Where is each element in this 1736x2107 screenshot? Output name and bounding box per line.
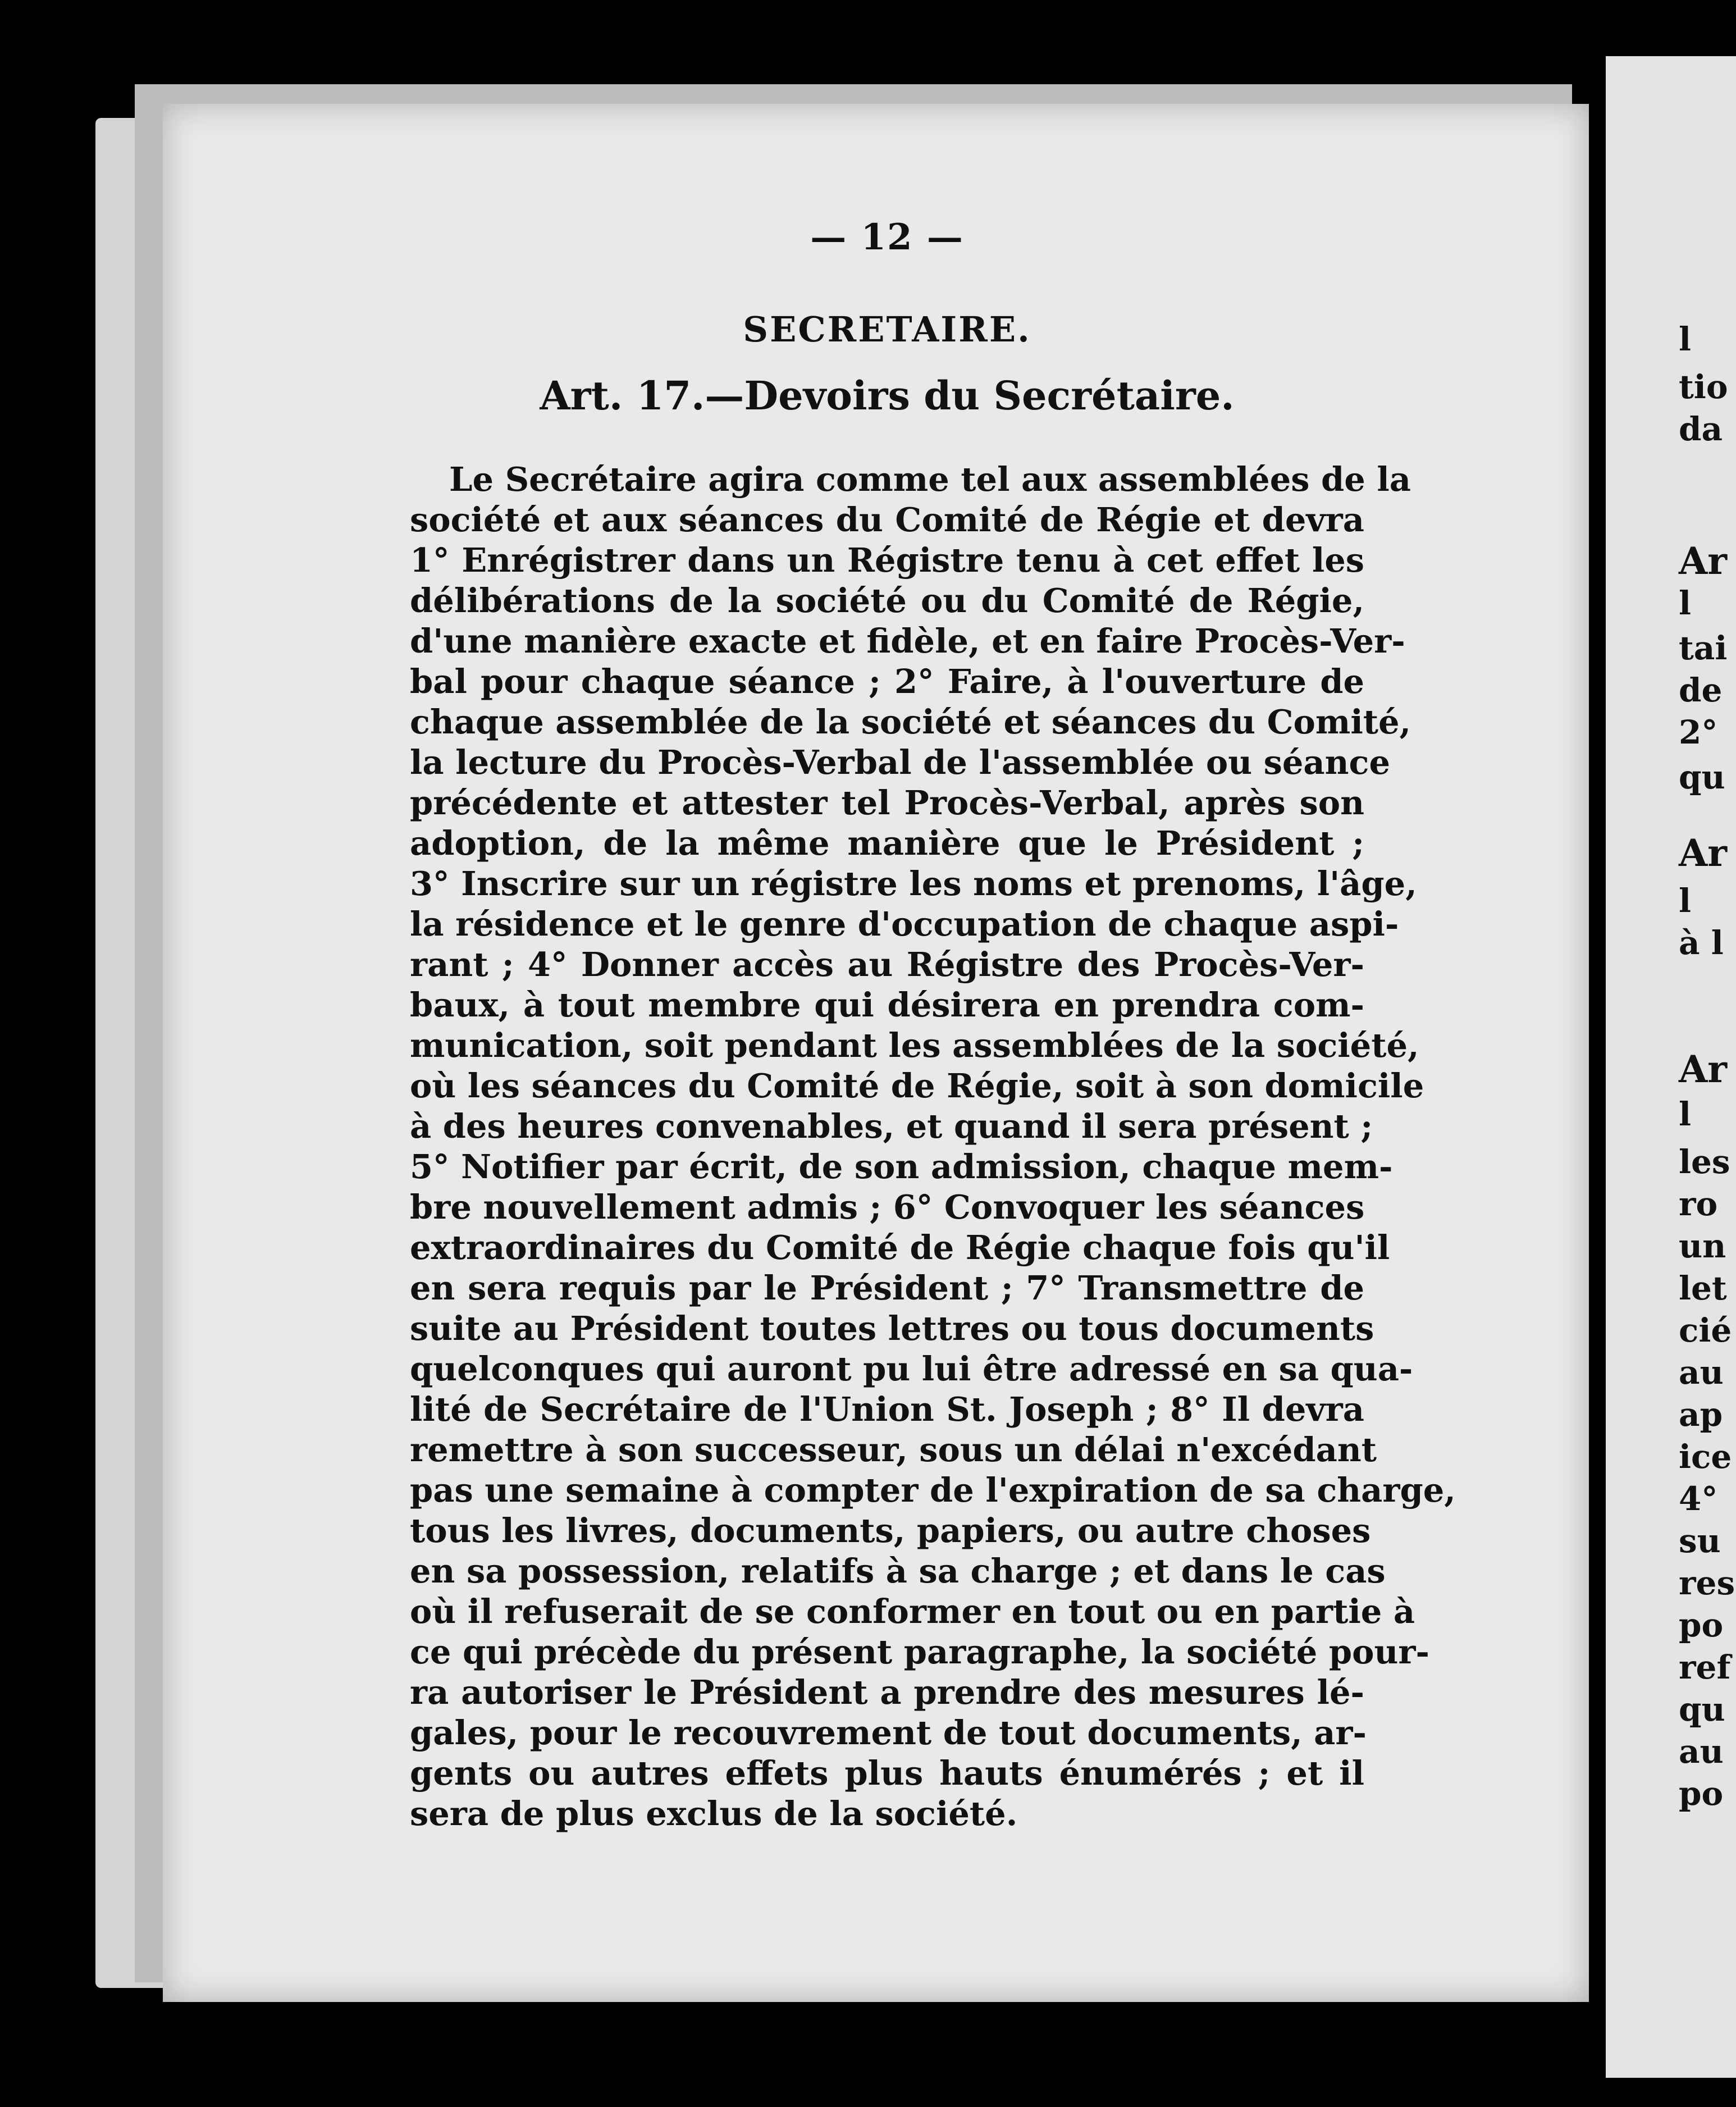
body-line: suite au Président toutes lettres ou tous documents xyxy=(410,1309,1374,1348)
body-line: chaque assemblée de la société et séances du Comité, xyxy=(410,703,1411,741)
facing-page-text: ap xyxy=(1679,1395,1723,1434)
body-line: à des heures convenables, et quand il sera présent ; xyxy=(410,1107,1373,1146)
facing-page-text: l xyxy=(1679,882,1692,920)
facing-page-text: po xyxy=(1679,1606,1724,1644)
facing-page-text: qu xyxy=(1679,758,1725,796)
facing-page-text: un xyxy=(1679,1227,1726,1265)
body-line: ce qui précède du présent paragraphe, la société pour- xyxy=(410,1632,1429,1671)
facing-page-text: les xyxy=(1679,1143,1730,1181)
facing-page-text: au xyxy=(1679,1732,1724,1771)
facing-page-text: Ar xyxy=(1679,1047,1727,1091)
facing-page-text: l xyxy=(1679,320,1692,358)
article-body xyxy=(410,459,1456,1834)
body-line: quelconques qui auront pu lui être adressé en sa qua- xyxy=(410,1349,1413,1388)
body-line: gales, pour le recouvrement de tout documents, ar- xyxy=(410,1713,1367,1752)
body-line: remettre à son successeur, sous un délai n'excédant xyxy=(410,1430,1377,1469)
facing-page-text: qu xyxy=(1679,1690,1725,1729)
body-line: lité de Secrétaire de l'Union St. Joseph ; 8° Il devra xyxy=(410,1390,1364,1429)
body-line: rant ; 4° Donner accès au Régistre des Procès-Ver- xyxy=(410,945,1364,984)
body-line: où les séances du Comité de Régie, soit à son domicile xyxy=(410,1066,1424,1105)
body-line: en sa possession, relatifs à sa charge ; et dans le cas xyxy=(410,1552,1386,1590)
body-line: précédente et attester tel Procès-Verbal, après son xyxy=(410,783,1364,822)
facing-page-text: Ar xyxy=(1679,831,1727,875)
facing-page-text: ro xyxy=(1679,1185,1718,1223)
body-line: délibérations de la société ou du Comité de Régie, xyxy=(410,581,1364,620)
body-line: tous les livres, documents, papiers, ou autre choses xyxy=(410,1511,1371,1550)
facing-page-text: tio xyxy=(1679,368,1728,406)
body-line: Le Secrétaire agira comme tel aux assemblées de la xyxy=(449,460,1411,499)
facing-page-text: 2° xyxy=(1679,713,1718,751)
facing-page-text: po xyxy=(1679,1775,1724,1813)
body-line: 3° Inscrire sur un régistre les noms et prenoms, l'âge, xyxy=(410,864,1417,903)
facing-page-text: Ar xyxy=(1679,539,1727,583)
body-line: d'une manière exacte et fidèle, et en faire Procès-Ver- xyxy=(410,622,1405,660)
page-content xyxy=(410,216,1456,1834)
left-page xyxy=(163,104,1589,2002)
body-line: 1° Enrégistrer dans un Régistre tenu à cet effet les xyxy=(410,541,1364,580)
body-line: la résidence et le genre d'occupation de chaque aspi- xyxy=(410,905,1399,943)
facing-page-text: l xyxy=(1679,584,1692,622)
facing-page-text: ref xyxy=(1679,1648,1731,1686)
body-line: bal pour chaque séance ; 2° Faire, à l'ouverture de xyxy=(410,662,1364,701)
body-line: sera de plus exclus de la société. xyxy=(410,1794,1018,1833)
facing-page-text: de xyxy=(1679,671,1723,709)
facing-page-text: 4° xyxy=(1679,1480,1718,1518)
body-line: société et aux séances du Comité de Régie et devra xyxy=(410,500,1364,539)
facing-page-text: res xyxy=(1679,1564,1735,1602)
body-line: bre nouvellement admis ; 6° Convoquer les séances xyxy=(410,1188,1365,1226)
body-line: gents ou autres effets plus hauts énumérés ; et il xyxy=(410,1754,1364,1793)
facing-page-text: tai xyxy=(1679,629,1728,667)
facing-page-text: da xyxy=(1679,410,1723,448)
facing-page-text: su xyxy=(1679,1522,1721,1560)
body-line: ra autoriser le Président a prendre des mesures lé- xyxy=(410,1673,1364,1712)
facing-page-text: cié xyxy=(1679,1311,1732,1349)
body-line: la lecture du Procès-Verbal de l'assemblée ou séance xyxy=(410,743,1391,782)
page-number: — 12 — xyxy=(810,216,964,258)
body-line: 5° Notifier par écrit, de son admission, chaque mem- xyxy=(410,1147,1393,1186)
facing-page-text: l xyxy=(1679,1095,1692,1133)
facing-page-text: ice xyxy=(1679,1438,1732,1476)
body-line: extraordinaires du Comité de Régie chaque fois qu'il xyxy=(410,1228,1390,1267)
body-line: où il refuserait de se conformer en tout ou en partie à xyxy=(410,1592,1415,1631)
body-line: adoption, de la même manière que le Président ; xyxy=(410,824,1364,863)
article-title: Art. 17.—Devoirs du Secrétaire. xyxy=(540,372,1235,419)
body-line: baux, à tout membre qui désirera en prendra com- xyxy=(410,986,1364,1024)
facing-page-text: let xyxy=(1679,1269,1727,1307)
section-title: SECRETAIRE. xyxy=(743,309,1031,350)
body-line: munication, soit pendant les assemblées de la société, xyxy=(410,1026,1419,1065)
facing-page-text: au xyxy=(1679,1353,1724,1392)
facing-page-text: à l xyxy=(1679,924,1724,962)
body-line: pas une semaine à compter de l'expiration de sa charge, xyxy=(410,1471,1456,1509)
body-line: en sera requis par le Président ; 7° Transmettre de xyxy=(410,1269,1364,1307)
facing-page-fragment xyxy=(1606,56,1736,2078)
